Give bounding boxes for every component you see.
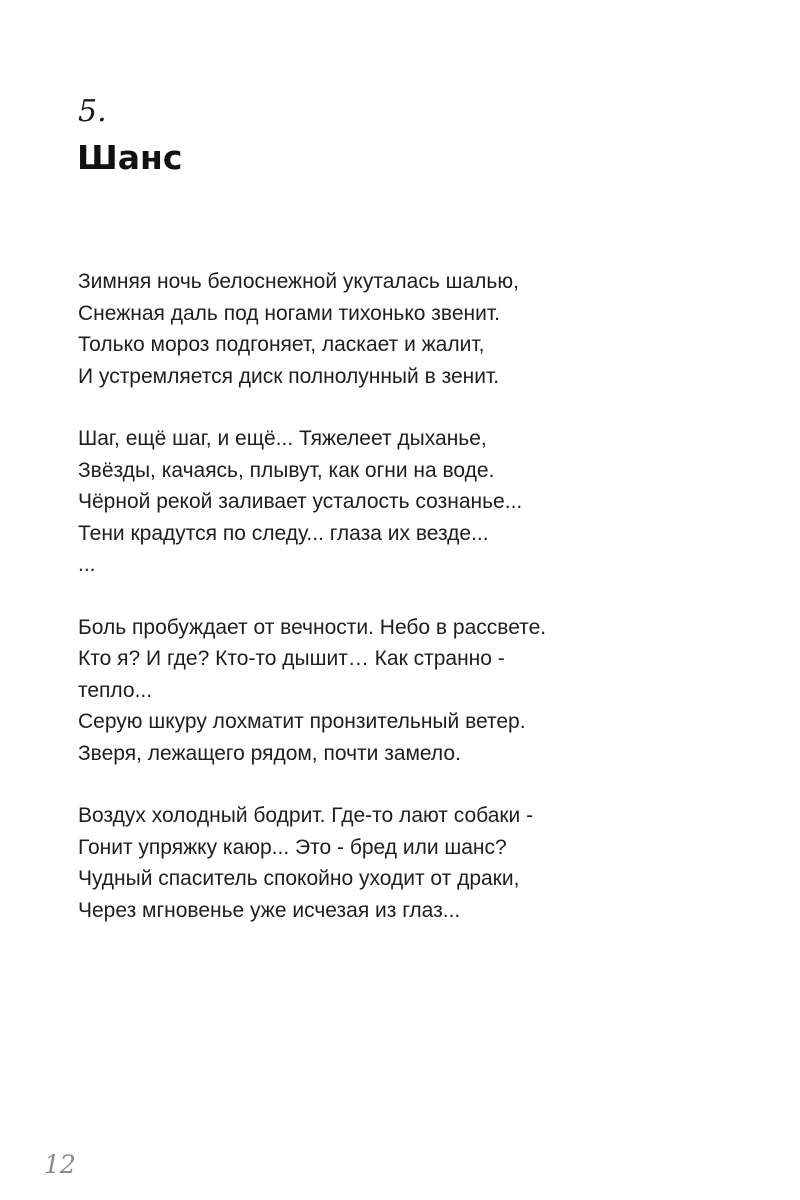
poem-line: ...: [78, 553, 96, 576]
page-number: 12: [44, 1150, 76, 1179]
stanza-1: [78, 266, 738, 392]
chapter-title: Шанс: [77, 138, 183, 177]
stanza-3: [78, 612, 738, 770]
poem-line: Боль пробуждает от вечности. Небо в рассвете.: [78, 615, 547, 639]
poem-line: Звёзды, качаясь, плывут, как огни на воде.: [78, 458, 495, 482]
poem-body: [78, 266, 738, 957]
poem-line: И устремляется диск полнолунный в зенит.: [78, 364, 500, 388]
chapter-number: 5.: [78, 94, 107, 129]
poem-line: Гонит упряжку каюр... Это - бред или шанс?: [78, 835, 507, 859]
poem-line: Зверя, лежащего рядом, почти замело.: [78, 741, 461, 765]
poem-line: Воздух холодный бодрит. Где-то лают собаки -: [78, 804, 534, 827]
poem-line: Через мгновенье уже исчезая из глаз...: [78, 898, 461, 922]
poem-line: Тени крадутся по следу... глаза их везде...: [78, 521, 489, 545]
poem-line: Кто я? И где? Кто-то дышит… Как странно -: [78, 647, 505, 670]
poem-line: Серую шкуру лохматит пронзительный ветер.: [78, 710, 526, 733]
poem-line: тепло...: [78, 678, 153, 702]
poem-line: Зимняя ночь белоснежной укуталась шалью,: [78, 270, 519, 293]
poem-line: Чудный спаситель спокойно уходит от драки,: [78, 867, 520, 890]
stanza-2: [78, 423, 738, 581]
poem-line: Снежная даль под ногами тихонько звенит.: [78, 301, 500, 325]
poem-line: Только мороз подгоняет, ласкает и жалит,: [78, 333, 485, 356]
poem-line: Чёрной рекой заливает усталость сознанье...: [78, 490, 523, 513]
stanza-4: [78, 800, 738, 926]
poem-line: Шаг, ещё шаг, и ещё... Тяжелеет дыханье,: [78, 427, 487, 450]
